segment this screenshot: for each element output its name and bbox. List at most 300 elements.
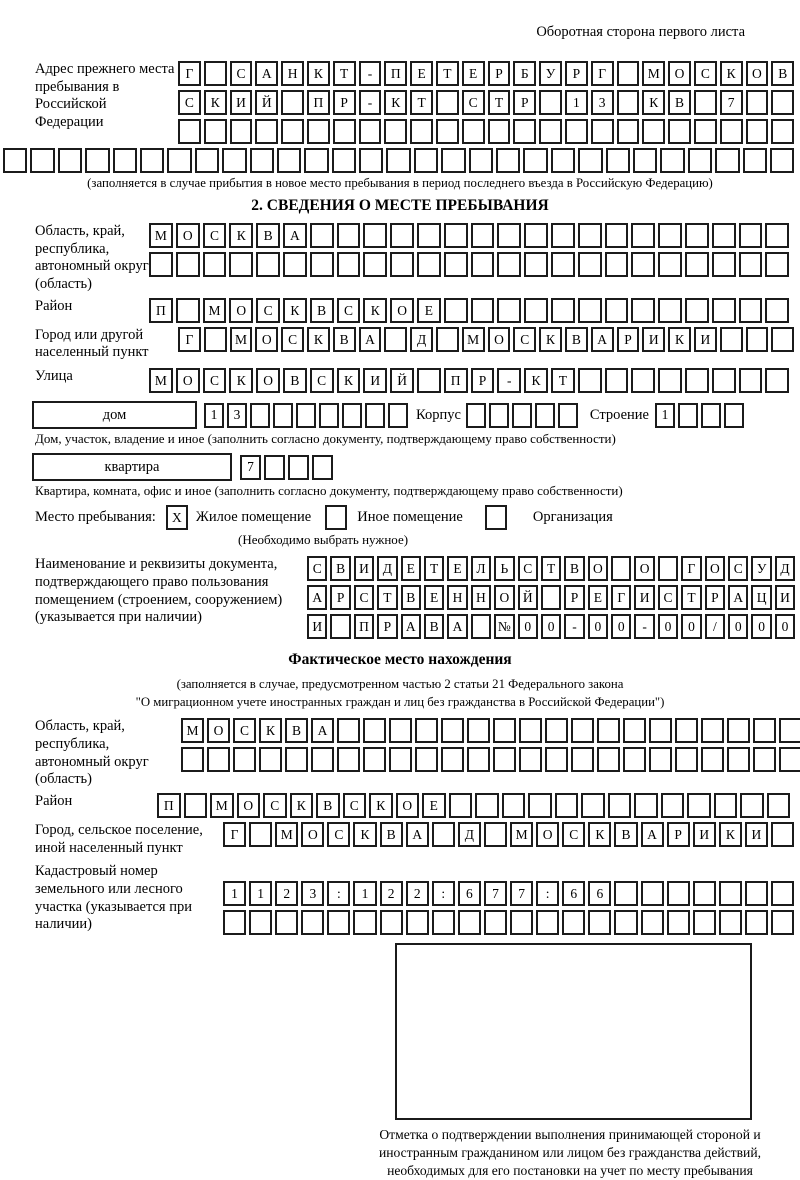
char-box[interactable] (410, 119, 433, 144)
char-box[interactable] (204, 119, 227, 144)
char-box[interactable] (693, 881, 716, 906)
char-box[interactable] (417, 368, 441, 393)
char-box[interactable] (337, 718, 360, 743)
char-box[interactable]: - (634, 614, 654, 639)
char-box[interactable] (415, 718, 438, 743)
char-box[interactable] (327, 910, 350, 935)
char-box[interactable] (277, 148, 301, 173)
char-box[interactable] (519, 718, 542, 743)
char-box[interactable]: М (230, 327, 253, 352)
char-box[interactable] (719, 910, 742, 935)
char-box[interactable]: Е (410, 61, 433, 86)
char-box[interactable] (779, 747, 800, 772)
char-box[interactable] (233, 747, 256, 772)
char-box[interactable]: Т (681, 585, 701, 610)
char-box[interactable] (310, 252, 334, 277)
char-box[interactable] (631, 223, 655, 248)
char-box[interactable] (250, 148, 274, 173)
char-box[interactable] (359, 119, 382, 144)
char-box[interactable]: К (363, 298, 387, 323)
char-box[interactable] (591, 119, 614, 144)
char-box[interactable]: В (564, 556, 584, 581)
char-box[interactable] (488, 119, 511, 144)
char-box[interactable] (668, 119, 691, 144)
char-box[interactable] (390, 223, 414, 248)
char-box[interactable] (441, 718, 464, 743)
char-box[interactable]: Т (410, 90, 433, 115)
char-box[interactable]: 1 (655, 403, 675, 428)
char-box[interactable]: И (693, 822, 716, 847)
char-box[interactable] (641, 910, 664, 935)
char-box[interactable]: С (462, 90, 485, 115)
char-box[interactable] (745, 881, 768, 906)
char-box[interactable] (719, 881, 742, 906)
char-box[interactable] (739, 368, 763, 393)
char-box[interactable]: М (203, 298, 227, 323)
char-box[interactable] (489, 403, 509, 428)
char-box[interactable] (363, 747, 386, 772)
char-box[interactable] (771, 119, 794, 144)
char-box[interactable]: Н (281, 61, 304, 86)
char-box[interactable] (149, 252, 173, 277)
char-box[interactable]: Т (333, 61, 356, 86)
char-box[interactable] (275, 910, 298, 935)
char-box[interactable]: : (536, 881, 559, 906)
char-box[interactable]: 2 (275, 881, 298, 906)
char-box[interactable]: В (283, 368, 307, 393)
char-box[interactable]: Г (178, 327, 201, 352)
char-box[interactable] (712, 298, 736, 323)
char-box[interactable]: К (307, 327, 330, 352)
char-box[interactable] (249, 822, 272, 847)
char-box[interactable] (551, 298, 575, 323)
char-box[interactable]: С (256, 298, 280, 323)
char-box[interactable] (685, 223, 709, 248)
char-box[interactable]: О (176, 223, 200, 248)
char-box[interactable]: И (745, 822, 768, 847)
char-box[interactable]: В (771, 61, 794, 86)
char-box[interactable]: И (634, 585, 654, 610)
char-box[interactable]: С (513, 327, 536, 352)
char-box[interactable]: Р (705, 585, 725, 610)
char-box[interactable]: О (746, 61, 769, 86)
char-box[interactable]: К (353, 822, 376, 847)
char-box[interactable]: В (256, 223, 280, 248)
char-box[interactable]: В (401, 585, 421, 610)
char-box[interactable] (497, 298, 521, 323)
char-box[interactable]: О (176, 368, 200, 393)
char-box[interactable]: В (285, 718, 308, 743)
char-box[interactable]: Б (513, 61, 536, 86)
char-box[interactable]: В (565, 327, 588, 352)
char-box[interactable] (649, 747, 672, 772)
char-box[interactable]: Р (564, 585, 584, 610)
char-box[interactable] (535, 403, 555, 428)
char-box[interactable]: О (668, 61, 691, 86)
char-box[interactable] (605, 298, 629, 323)
char-box[interactable]: - (564, 614, 584, 639)
char-box[interactable]: С (658, 585, 678, 610)
char-box[interactable] (685, 368, 709, 393)
char-box[interactable] (745, 910, 768, 935)
char-box[interactable] (753, 718, 776, 743)
char-box[interactable] (471, 298, 495, 323)
char-box[interactable]: О (207, 718, 230, 743)
char-box[interactable]: А (641, 822, 664, 847)
char-box[interactable] (649, 718, 672, 743)
char-box[interactable] (519, 747, 542, 772)
char-box[interactable] (449, 793, 473, 818)
char-box[interactable] (264, 455, 285, 480)
char-box[interactable] (701, 403, 721, 428)
char-box[interactable] (597, 718, 620, 743)
char-box[interactable] (631, 368, 655, 393)
char-box[interactable] (441, 148, 465, 173)
char-box[interactable]: В (330, 556, 350, 581)
char-box[interactable]: Й (518, 585, 538, 610)
char-box[interactable]: И (363, 368, 387, 393)
char-box[interactable] (436, 327, 459, 352)
char-box[interactable]: П (384, 61, 407, 86)
char-box[interactable] (467, 747, 490, 772)
char-box[interactable] (414, 148, 438, 173)
char-box[interactable]: В (333, 327, 356, 352)
char-box[interactable]: 3 (301, 881, 324, 906)
char-box[interactable] (771, 822, 794, 847)
char-box[interactable]: 0 (775, 614, 795, 639)
char-box[interactable]: 0 (728, 614, 748, 639)
char-box[interactable] (642, 119, 665, 144)
char-box[interactable] (203, 252, 227, 277)
char-box[interactable] (771, 327, 794, 352)
char-box[interactable]: С (562, 822, 585, 847)
char-box[interactable] (658, 368, 682, 393)
char-box[interactable] (767, 793, 791, 818)
char-box[interactable]: С (203, 368, 227, 393)
char-box[interactable]: С (728, 556, 748, 581)
char-box[interactable]: М (642, 61, 665, 86)
char-box[interactable] (558, 403, 578, 428)
char-box[interactable] (417, 252, 441, 277)
char-box[interactable] (658, 252, 682, 277)
char-box[interactable]: С (310, 368, 334, 393)
char-box[interactable]: А (728, 585, 748, 610)
char-box[interactable] (631, 252, 655, 277)
char-box[interactable]: В (614, 822, 637, 847)
char-box[interactable]: Е (422, 793, 446, 818)
char-box[interactable] (388, 403, 408, 428)
char-box[interactable] (765, 298, 789, 323)
char-box[interactable] (311, 747, 334, 772)
char-box[interactable] (176, 298, 200, 323)
char-box[interactable] (606, 148, 630, 173)
char-box[interactable] (444, 252, 468, 277)
char-box[interactable] (685, 298, 709, 323)
char-box[interactable] (363, 223, 387, 248)
char-box[interactable] (204, 61, 227, 86)
char-box[interactable]: Р (513, 90, 536, 115)
char-box[interactable]: О (634, 556, 654, 581)
char-box[interactable] (523, 148, 547, 173)
char-box[interactable] (513, 119, 536, 144)
char-box[interactable] (712, 252, 736, 277)
char-box[interactable] (475, 793, 499, 818)
char-box[interactable]: 1 (249, 881, 272, 906)
char-box[interactable]: 6 (562, 881, 585, 906)
char-box[interactable]: К (588, 822, 611, 847)
char-box[interactable] (712, 368, 736, 393)
char-box[interactable] (746, 90, 769, 115)
char-box[interactable]: П (354, 614, 374, 639)
char-box[interactable]: 0 (658, 614, 678, 639)
char-box[interactable]: 0 (751, 614, 771, 639)
char-box[interactable] (658, 556, 678, 581)
char-box[interactable] (493, 747, 516, 772)
char-box[interactable]: К (337, 368, 361, 393)
char-box[interactable] (660, 148, 684, 173)
char-box[interactable]: Д (410, 327, 433, 352)
char-box[interactable]: - (359, 61, 382, 86)
char-box[interactable] (58, 148, 82, 173)
char-box[interactable] (181, 747, 204, 772)
char-box[interactable]: О (536, 822, 559, 847)
char-box[interactable]: М (149, 368, 173, 393)
char-box[interactable]: Г (611, 585, 631, 610)
char-box[interactable] (332, 148, 356, 173)
char-box[interactable]: К (204, 90, 227, 115)
char-box[interactable] (720, 327, 743, 352)
char-box[interactable]: С (337, 298, 361, 323)
char-box[interactable]: А (406, 822, 429, 847)
char-box[interactable] (462, 119, 485, 144)
char-box[interactable] (222, 148, 246, 173)
char-box[interactable] (623, 747, 646, 772)
char-box[interactable] (765, 368, 789, 393)
char-box[interactable]: В (380, 822, 403, 847)
char-box[interactable]: 7 (484, 881, 507, 906)
char-box[interactable]: А (311, 718, 334, 743)
char-box[interactable] (675, 718, 698, 743)
char-box[interactable] (204, 327, 227, 352)
char-box[interactable] (384, 119, 407, 144)
char-box[interactable] (739, 223, 763, 248)
char-box[interactable] (743, 148, 767, 173)
char-box[interactable] (207, 747, 230, 772)
char-box[interactable]: Ц (751, 585, 771, 610)
char-box[interactable] (633, 148, 657, 173)
char-box[interactable] (384, 327, 407, 352)
char-box[interactable] (578, 298, 602, 323)
char-box[interactable]: В (424, 614, 444, 639)
char-box[interactable] (720, 119, 743, 144)
char-box[interactable]: Т (488, 90, 511, 115)
char-box[interactable] (771, 881, 794, 906)
char-box[interactable] (484, 822, 507, 847)
char-box[interactable]: Г (681, 556, 701, 581)
char-box[interactable]: Е (588, 585, 608, 610)
char-box[interactable]: 6 (588, 881, 611, 906)
char-box[interactable] (685, 252, 709, 277)
char-box[interactable]: О (390, 298, 414, 323)
char-box[interactable] (614, 910, 637, 935)
char-box[interactable] (578, 252, 602, 277)
char-box[interactable]: Е (424, 585, 444, 610)
char-box[interactable]: 1 (565, 90, 588, 115)
char-box[interactable] (667, 910, 690, 935)
char-box[interactable]: С (263, 793, 287, 818)
char-box[interactable] (3, 148, 27, 173)
char-box[interactable]: О (705, 556, 725, 581)
char-box[interactable]: К (307, 61, 330, 86)
char-box[interactable]: Е (401, 556, 421, 581)
char-box[interactable] (337, 747, 360, 772)
char-box[interactable] (617, 61, 640, 86)
char-box[interactable] (597, 747, 620, 772)
char-box[interactable] (510, 910, 533, 935)
char-box[interactable]: С (694, 61, 717, 86)
char-box[interactable]: С (307, 556, 327, 581)
char-box[interactable] (415, 747, 438, 772)
char-box[interactable]: К (290, 793, 314, 818)
char-box[interactable]: К (384, 90, 407, 115)
char-box[interactable]: М (462, 327, 485, 352)
char-box[interactable]: 7 (720, 90, 743, 115)
char-box[interactable] (256, 252, 280, 277)
char-box[interactable] (273, 403, 293, 428)
char-box[interactable] (312, 455, 333, 480)
char-box[interactable] (551, 223, 575, 248)
char-box[interactable] (746, 119, 769, 144)
char-box[interactable] (353, 910, 376, 935)
char-box[interactable]: Л (471, 556, 491, 581)
char-box[interactable]: Е (447, 556, 467, 581)
char-box[interactable]: А (307, 585, 327, 610)
char-box[interactable] (497, 223, 521, 248)
char-box[interactable] (578, 368, 602, 393)
char-box[interactable] (301, 910, 324, 935)
char-box[interactable]: И (642, 327, 665, 352)
char-box[interactable] (436, 119, 459, 144)
char-box[interactable] (605, 252, 629, 277)
char-box[interactable] (739, 252, 763, 277)
char-box[interactable] (223, 910, 246, 935)
char-box[interactable] (571, 718, 594, 743)
char-box[interactable] (701, 718, 724, 743)
char-box[interactable] (634, 793, 658, 818)
char-box[interactable] (167, 148, 191, 173)
char-box[interactable] (178, 119, 201, 144)
char-box[interactable] (342, 403, 362, 428)
char-box[interactable]: М (275, 822, 298, 847)
char-box[interactable] (310, 223, 334, 248)
char-box[interactable]: П (444, 368, 468, 393)
char-box[interactable] (667, 881, 690, 906)
char-box[interactable]: Н (447, 585, 467, 610)
char-box[interactable]: А (283, 223, 307, 248)
char-box[interactable]: Г (223, 822, 246, 847)
char-box[interactable] (389, 747, 412, 772)
char-box[interactable] (502, 793, 526, 818)
char-box[interactable] (605, 223, 629, 248)
char-box[interactable] (739, 298, 763, 323)
char-box[interactable] (551, 148, 575, 173)
char-box[interactable]: Р (667, 822, 690, 847)
char-box[interactable]: Т (551, 368, 575, 393)
char-box[interactable]: П (307, 90, 330, 115)
char-box[interactable]: - (359, 90, 382, 115)
char-box[interactable]: К (524, 368, 548, 393)
char-box[interactable] (444, 223, 468, 248)
char-box[interactable]: Е (462, 61, 485, 86)
char-box[interactable] (471, 614, 491, 639)
char-box[interactable] (467, 718, 490, 743)
char-box[interactable]: М (510, 822, 533, 847)
char-box[interactable] (333, 119, 356, 144)
char-box[interactable]: Н (471, 585, 491, 610)
char-box[interactable]: А (359, 327, 382, 352)
char-box[interactable] (779, 718, 800, 743)
char-box[interactable] (524, 223, 548, 248)
char-box[interactable] (605, 368, 629, 393)
char-box[interactable] (753, 747, 776, 772)
char-box[interactable] (608, 793, 632, 818)
char-box[interactable] (727, 747, 750, 772)
char-box[interactable] (380, 910, 403, 935)
char-box[interactable] (545, 718, 568, 743)
char-box[interactable] (230, 119, 253, 144)
char-box[interactable]: С (203, 223, 227, 248)
char-box[interactable] (771, 90, 794, 115)
char-box[interactable]: И (775, 585, 795, 610)
char-box[interactable] (281, 119, 304, 144)
char-box[interactable] (661, 793, 685, 818)
char-box[interactable]: Д (458, 822, 481, 847)
char-box[interactable] (611, 556, 631, 581)
char-box[interactable]: Ь (494, 556, 514, 581)
char-box[interactable] (471, 223, 495, 248)
char-box[interactable]: А (255, 61, 278, 86)
char-box[interactable] (765, 223, 789, 248)
char-box[interactable] (578, 148, 602, 173)
char-box[interactable]: Г (178, 61, 201, 86)
char-box[interactable] (493, 718, 516, 743)
char-box[interactable] (417, 223, 441, 248)
char-box[interactable]: О (494, 585, 514, 610)
char-box[interactable] (432, 910, 455, 935)
char-box[interactable] (285, 747, 308, 772)
char-box[interactable] (436, 90, 459, 115)
char-box[interactable]: А (591, 327, 614, 352)
char-box[interactable] (631, 298, 655, 323)
char-box[interactable]: К (719, 822, 742, 847)
char-box[interactable]: Т (436, 61, 459, 86)
char-box[interactable]: / (705, 614, 725, 639)
char-box[interactable]: Г (591, 61, 614, 86)
char-box[interactable]: 7 (240, 455, 261, 480)
char-box[interactable]: Т (377, 585, 397, 610)
char-box[interactable] (319, 403, 339, 428)
char-box[interactable]: К (229, 368, 253, 393)
char-box[interactable]: О (237, 793, 261, 818)
char-box[interactable] (363, 252, 387, 277)
char-box[interactable] (541, 585, 561, 610)
checkbox-inoe[interactable] (325, 505, 347, 530)
char-box[interactable]: Р (471, 368, 495, 393)
char-box[interactable]: : (327, 881, 350, 906)
char-box[interactable] (614, 881, 637, 906)
char-box[interactable]: Д (775, 556, 795, 581)
char-box[interactable]: И (694, 327, 717, 352)
